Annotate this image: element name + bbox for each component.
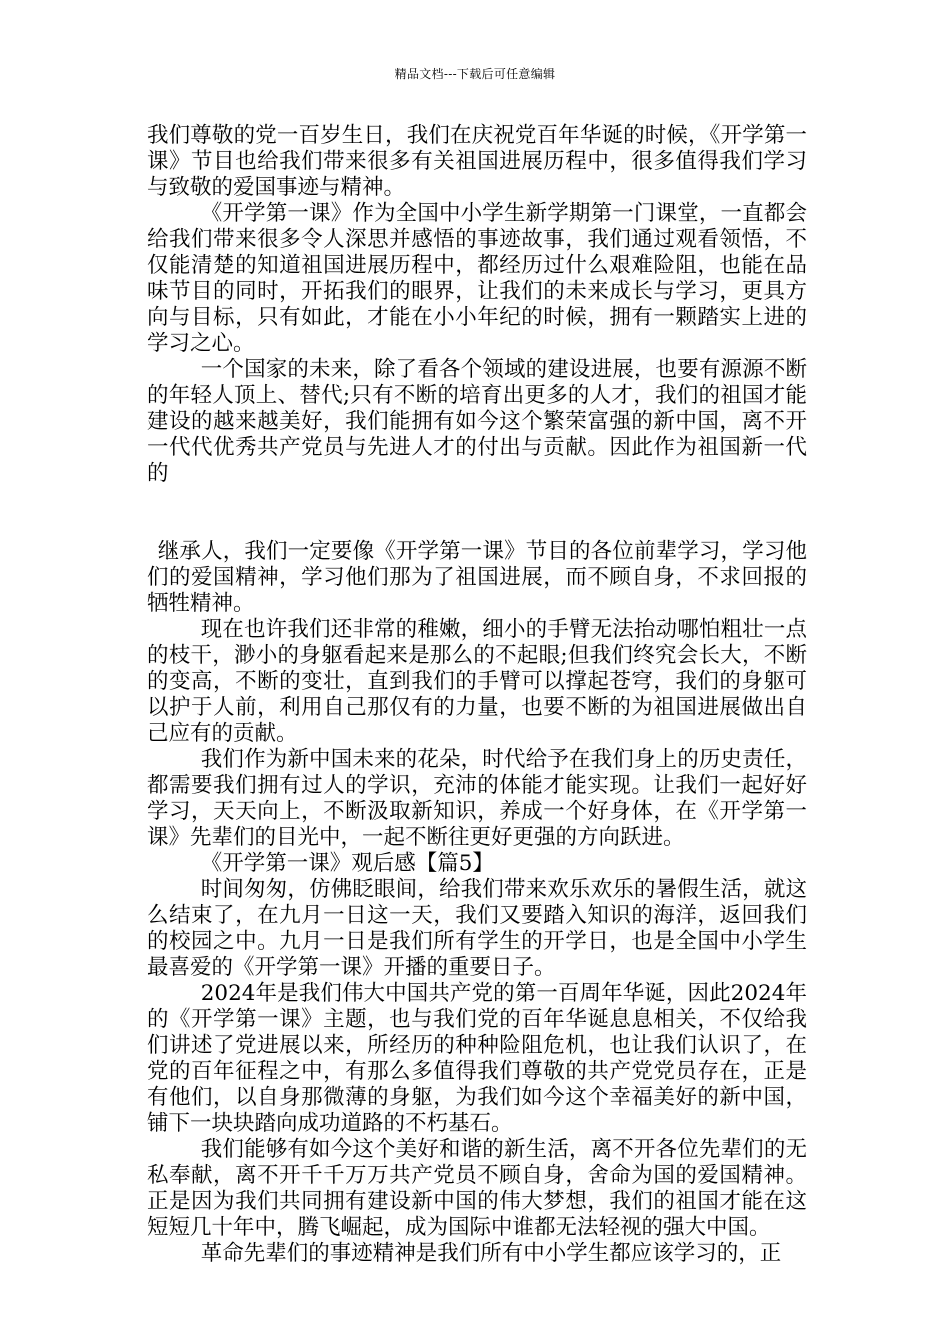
page-break-gap <box>147 487 807 539</box>
paragraph: 革命先辈们的事迹精神是我们所有中小学生都应该学习的，正 <box>200 1241 782 1266</box>
paragraph: 现在也许我们还非常的稚嫩，细小的手臂无法抬动哪怕粗壮一点的枝干，渺小的身躯看起来是那么的不起眼;但我们终究会长大，不断的变高，不断的变壮，直到我们的手臂可以撑起苍穹，我们的身躯可以护于人前，利用自己那仅有的力量，也要不断的为祖国进展做出自己应有的贡献。 <box>147 617 807 746</box>
paragraph: 时间匆匆，仿佛眨眼间，给我们带来欢乐欢乐的暑假生活，就这么结束了，在九月一日这一天，我们又要踏入知识的海洋，返回我们的校园之中。九月一日是我们所有学生的开学日，也是全国中小学生最喜爱的《开学第一课》开播的重要日子。 <box>147 877 807 980</box>
paragraph: 我们作为新中国未来的花朵，时代给予在我们身上的历史责任，都需要我们拥有过人的学识，充沛的体能才能实现。让我们一起好好学习，天天向上，不断汲取新知识，养成一个好身体，在《开学第一课》先辈们的目光中，一起不断往更好更强的方向跃进。 <box>147 747 807 850</box>
paragraph: 继承人，我们一定要像《开学第一课》节目的各位前辈学习，学习他们的爱国精神，学习他们那为了祖国进展，而不顾自身，不求回报的牺牲精神。 <box>147 539 807 616</box>
paragraph: 《开学第一课》作为全国中小学生新学期第一门课堂，一直都会给我们带来很多令人深思并感悟的事迹故事，我们通过观看领悟，不仅能清楚的知道祖国进展历程中，都经历过什么艰难险阻，也能在品味节目的同时，开拓我们的眼界，让我们的未来成长与学习，更具方向与目标，只有如此，才能在小小年纪的时候，拥有一颗踏实上进的学习之心。 <box>147 201 807 356</box>
paragraph: 我们能够有如今这个美好和谐的新生活，离不开各位先辈们的无私奉献，离不开千千万万共产党员不顾自身，舍命为国的爱国精神。正是因为我们共同拥有建设新中国的伟大梦想，我们的祖国才能在这短短几十年中，腾飞崛起，成为国际中谁都无法轻视的强大中国。 <box>147 1137 807 1240</box>
paragraph: 我们尊敬的党一百岁生日，我们在庆祝党百年华诞的时候，《开学第一课》节目也给我们带来很多有关祖国进展历程中，很多值得我们学习与致敬的爱国事迹与精神。 <box>147 123 807 200</box>
page-header: 精品文档---下载后可任意编辑 <box>394 67 556 81</box>
section-heading: 《开学第一课》观后感【篇5】 <box>200 851 494 876</box>
paragraph: 一个国家的未来，除了看各个领域的建设进展，也要有源源不断的年轻人顶上、替代;只有不断的培育出更多的人才，我们的祖国才能建设的越来越美好，我们能拥有如今这个繁荣富强的新中国，离不开一代代优秀共产党员与先进人才的付出与贡献。因此作为祖国新一代的 <box>147 357 807 486</box>
paragraph: 2024年是我们伟大中国共产党的第一百周年华诞，因此2024年的《开学第一课》主题，也与我们党的百年华诞息息相关，不仅给我们讲述了党进展以来，所经历的种种险阻危机，也让我们认识了，在党的百年征程之中，有那么多值得我们尊敬的共产党党员存在，正是有他们，以自身那微薄的身躯，为我们如今这个幸福美好的新中国，铺下一块块踏向成功道路的不朽基石。 <box>147 981 807 1136</box>
document-body <box>147 123 807 1267</box>
